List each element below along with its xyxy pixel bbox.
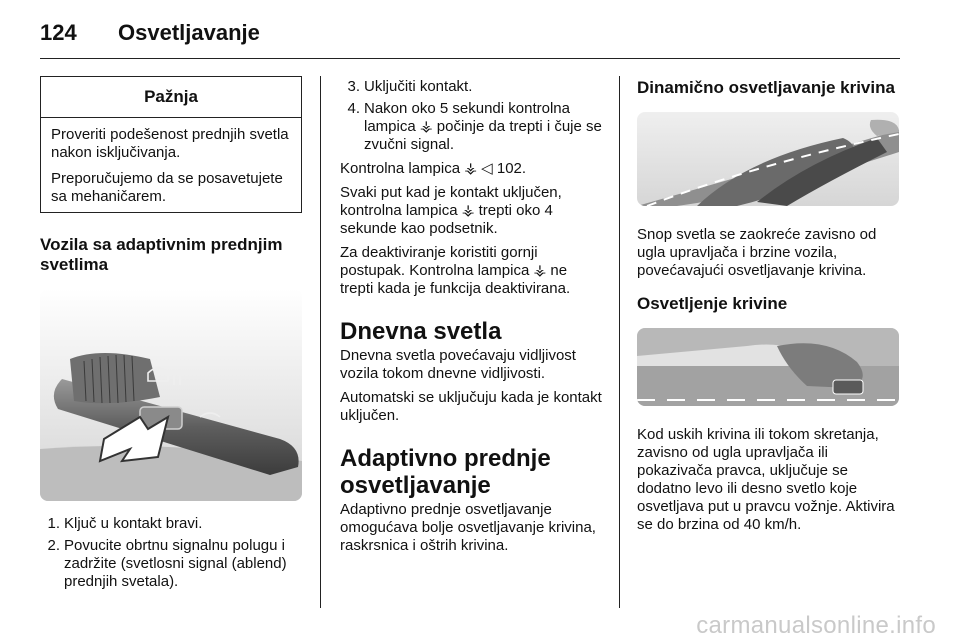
- caution-text-1: Proveriti podešenost prednjih svetla nakon isključivanja.: [51, 126, 289, 161]
- cornering-light-illustration: [637, 328, 899, 406]
- deactivate-paragraph: Za deaktiviranje koristiti gornji postupak. Kontrolna lampica ⚶ ne trepti kada je funkcija deaktivirana.: [340, 244, 571, 297]
- dynamic-curve-heading: Dinamično osvetljavanje krivina: [637, 78, 895, 97]
- page-header: [40, 18, 900, 62]
- steps-list-1: [40, 515, 302, 591]
- adaptive-headlights-heading: Vozila sa adaptivnim prednjim svetlima: [40, 235, 283, 274]
- caution-box: [40, 76, 302, 213]
- dynamic-paragraph: Snop svetla se zaokreće zavisno od ugla upravljača i brzine vozila, povećavajući osvetljavanje krivina.: [637, 226, 877, 279]
- cornering-light-heading: Osvetljenje krivine: [637, 294, 788, 313]
- column-middle: [340, 76, 602, 555]
- page-footer: [0, 610, 960, 642]
- column-left: [40, 76, 302, 595]
- adaptive-paragraph: Adaptivno prednje osvetljavanje omogućava bolje osvetljavanje krivina, raskrsnica i oštrih krivina.: [340, 501, 596, 554]
- header-rule: [40, 58, 900, 59]
- list-item: 1. Ključ u kontakt bravi.: [47, 515, 203, 532]
- dynamic-curve-illustration: [637, 112, 899, 206]
- column-divider-2: [619, 76, 620, 608]
- section-title: Osvetljavanje: [118, 20, 260, 45]
- control-lamp-reference: Kontrolna lampica ⚶ ◁ 102.: [340, 160, 527, 177]
- caution-text-2: Preporučujemo da se posavetujete sa mehaničarem.: [51, 170, 283, 205]
- watermark: carmanualsonline.info: [696, 612, 936, 639]
- cornering-paragraph: Kod uskih krivina ili tokom skretanja, zavisno od ugla upravljača ili pokazivača pravca, uključuje se dodatno levo ili desno svetlo koje osvetljava put u pravcu vožnje. Aktivira se do brzina od 40 km/h.: [637, 426, 895, 533]
- daytime-paragraph-1: Dnevna svetla povećavaju vidljivost vozila tokom dnevne vidljivosti.: [340, 347, 576, 382]
- reminder-paragraph: Svaki put kad je kontakt uključen, kontrolna lampica ⚶ trepti oko 4 sekunde kao podsetnik.: [340, 184, 562, 237]
- page-number: 124: [40, 20, 77, 45]
- indicator-stalk-illustration: [40, 289, 302, 501]
- caution-body: [41, 118, 301, 212]
- daytime-lights-heading: Dnevna svetla: [340, 318, 502, 345]
- list-item: 2. Povucite obrtnu signalnu polugu i zadržite (svetlosni signal (ablend) prednjih svetala).: [47, 537, 287, 590]
- list-item: 4. Nakon oko 5 sekundi kontrolna lampica ⚶ počinje da trepti i čuje se zvučni signal.: [347, 100, 602, 153]
- column-right: [637, 76, 899, 534]
- steps-list-2: [340, 78, 602, 154]
- caution-title: Pažnja: [41, 77, 301, 118]
- list-item: 3. Uključiti kontakt.: [347, 78, 473, 95]
- adaptive-lighting-heading: Adaptivno prednje osvetljavanje: [340, 445, 551, 499]
- column-divider-1: [320, 76, 321, 608]
- daytime-paragraph-2: Automatski se uključuju kada je kontakt uključen.: [340, 389, 602, 424]
